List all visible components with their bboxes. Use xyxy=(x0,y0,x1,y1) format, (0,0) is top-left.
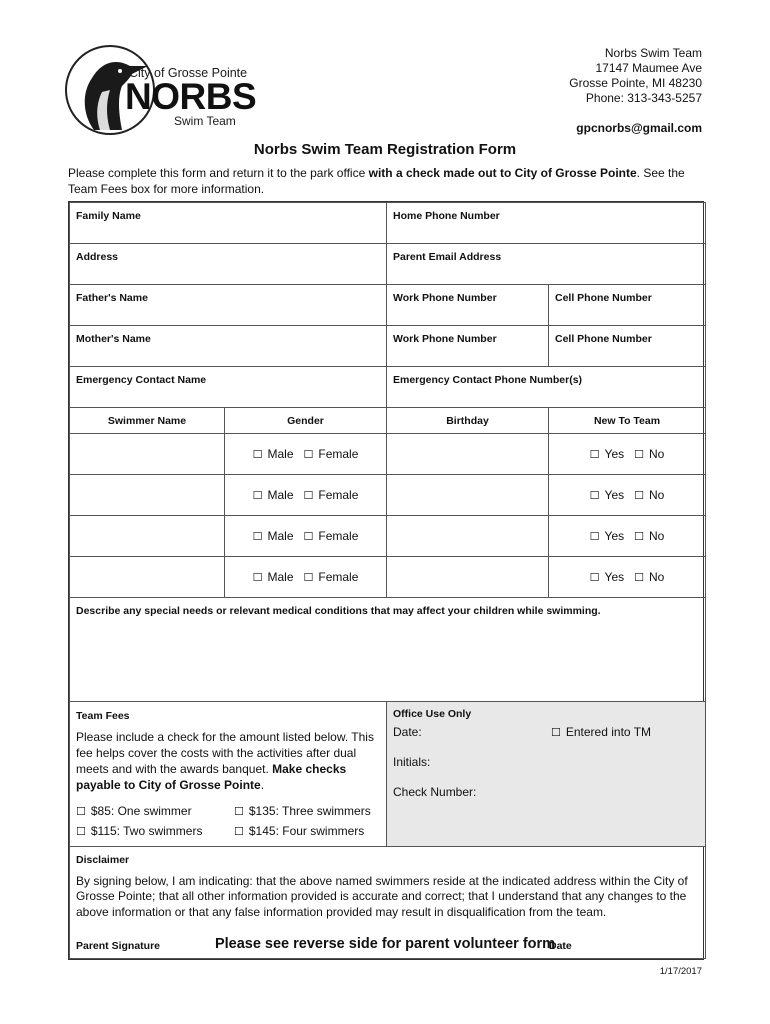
fee-option-label: $115: Two swimmers xyxy=(90,824,203,838)
checkbox-icon[interactable]: ☐ xyxy=(303,490,314,502)
team-fees-label: Team Fees xyxy=(76,710,130,722)
new-yes-option[interactable] xyxy=(590,529,624,543)
new-yes-option[interactable] xyxy=(590,488,624,502)
checkbox-icon[interactable]: ☐ xyxy=(303,531,314,543)
office-use-section xyxy=(387,702,706,847)
new-yes-option[interactable] xyxy=(590,570,624,584)
checkbox-icon[interactable]: ☐ xyxy=(252,490,263,502)
gender-female-option[interactable] xyxy=(304,529,359,543)
disclaimer-label: Disclaimer xyxy=(76,854,130,866)
checkbox-icon[interactable]: ☐ xyxy=(76,826,86,838)
registration-form xyxy=(68,201,704,960)
checkbox-icon[interactable]: ☐ xyxy=(589,531,600,543)
emergency-phone-field[interactable]: Emergency Contact Phone Number(s) xyxy=(387,367,706,408)
yes-label: Yes xyxy=(604,529,625,543)
swimmer-row xyxy=(70,557,706,598)
disclaimer-text: By signing below, I am indicating: that the above named swimmers reside at the indicated address within the City of Grosse Pointe; that all other information provided is accurate and correct; that I understand that any changes to the above information or that any false information provided may result in disqualification from the team. xyxy=(76,873,688,919)
office-use-label: Office Use Only xyxy=(393,708,472,720)
checkbox-icon[interactable]: ☐ xyxy=(634,449,644,461)
mother-work-phone-field[interactable]: Work Phone Number xyxy=(387,326,549,367)
female-label: Female xyxy=(318,447,359,461)
no-label: No xyxy=(649,488,665,502)
swimmer-row xyxy=(70,516,706,557)
gender-male-option[interactable] xyxy=(253,529,294,543)
office-check-number-label: Check Number: xyxy=(393,785,477,799)
gender-female-option[interactable] xyxy=(304,570,359,584)
birthday-cell[interactable] xyxy=(387,434,549,475)
form-version-date: 1/17/2017 xyxy=(659,966,702,977)
female-label: Female xyxy=(318,570,359,584)
gender-header: Gender xyxy=(225,408,387,434)
new-to-team-cell xyxy=(549,557,706,598)
checkbox-icon[interactable]: ☐ xyxy=(589,449,600,461)
father-cell-phone-field[interactable]: Cell Phone Number xyxy=(549,285,706,326)
male-label: Male xyxy=(267,570,294,584)
birthday-header: Birthday xyxy=(387,408,549,434)
yes-label: Yes xyxy=(604,447,625,461)
swimmer-name-header: Swimmer Name xyxy=(70,408,225,434)
swimmer-row xyxy=(70,475,706,516)
office-date-label: Date: xyxy=(393,725,422,739)
gender-male-option[interactable] xyxy=(253,488,294,502)
fee-option-label: $145: Four swimmers xyxy=(248,824,365,838)
address-field[interactable]: Address xyxy=(70,244,387,285)
no-label: No xyxy=(649,529,665,543)
intro-part1: Please complete this form and return it to the park office xyxy=(68,166,369,180)
birthday-cell[interactable] xyxy=(387,557,549,598)
new-to-team-cell xyxy=(549,516,706,557)
intro-part2: . See the Team Fees box for more information. xyxy=(68,166,685,196)
new-to-team-header: New To Team xyxy=(549,408,706,434)
office-initials-label: Initials: xyxy=(393,755,431,769)
address-email: gpcnorbs@gmail.com xyxy=(576,121,702,135)
checkbox-icon[interactable]: ☐ xyxy=(252,572,263,584)
entered-into-tm-label: Entered into TM xyxy=(565,725,652,739)
swimmer-name-cell[interactable] xyxy=(70,475,225,516)
swimmer-name-cell[interactable] xyxy=(70,434,225,475)
mothers-name-field[interactable]: Mother's Name xyxy=(70,326,387,367)
fees-text-2: . xyxy=(260,778,265,792)
gender-male-option[interactable] xyxy=(253,570,294,584)
new-yes-option[interactable] xyxy=(590,447,624,461)
swimmer-name-cell[interactable] xyxy=(70,516,225,557)
checkbox-icon[interactable]: ☐ xyxy=(589,572,600,584)
yes-label: Yes xyxy=(604,488,625,502)
logo-swim-team-text: Swim Team xyxy=(174,114,236,128)
checkbox-icon[interactable]: ☐ xyxy=(303,449,314,461)
new-no-option[interactable] xyxy=(634,447,664,461)
parent-email-field[interactable]: Parent Email Address xyxy=(387,244,706,285)
no-label: No xyxy=(649,447,665,461)
intro-bold: with a check made out to City of Grosse Pointe xyxy=(368,166,637,180)
father-work-phone-field[interactable]: Work Phone Number xyxy=(387,285,549,326)
parent-signature-field[interactable]: Parent Signature xyxy=(76,939,161,952)
medical-conditions-field[interactable]: Describe any special needs or relevant medical conditions that may affect your children while swimming. xyxy=(70,598,706,702)
address-line-1: Norbs Swim Team xyxy=(604,46,702,60)
gender-male-option[interactable] xyxy=(253,447,294,461)
address-line-3: Grosse Pointe, MI 48230 xyxy=(569,76,702,90)
fee-option-145[interactable] xyxy=(234,823,384,840)
mother-cell-phone-field[interactable]: Cell Phone Number xyxy=(549,326,706,367)
reverse-side-note: Please see reverse side for parent volunteer form xyxy=(214,936,556,952)
swimmer-name-cell[interactable] xyxy=(70,557,225,598)
logo-city-text: City of Grosse Pointe xyxy=(129,66,248,80)
family-name-field[interactable]: Family Name xyxy=(70,203,387,244)
male-label: Male xyxy=(267,529,294,543)
fee-option-label: $135: Three swimmers xyxy=(248,804,371,818)
fees-text-bold: Make checks payable to City of Grosse Pointe xyxy=(76,762,347,792)
checkbox-icon[interactable]: ☐ xyxy=(234,826,244,838)
checkbox-icon[interactable]: ☐ xyxy=(589,490,600,502)
gender-female-option[interactable] xyxy=(304,488,359,502)
team-fees-text xyxy=(76,729,380,793)
team-fees-section xyxy=(70,702,387,847)
gender-female-option[interactable] xyxy=(304,447,359,461)
new-no-option[interactable] xyxy=(634,488,664,502)
no-label: No xyxy=(649,570,665,584)
birthday-cell[interactable] xyxy=(387,516,549,557)
checkbox-icon[interactable]: ☐ xyxy=(252,531,263,543)
logo-norbs-text: NORBS xyxy=(125,76,257,117)
gender-cell xyxy=(225,557,387,598)
male-label: Male xyxy=(267,447,294,461)
fees-text-1: Please include a check for the amount listed below. This fee helps cover the costs with the activities after dual meets and with the awards banquet. xyxy=(76,730,374,776)
birthday-cell[interactable] xyxy=(387,475,549,516)
female-label: Female xyxy=(318,529,359,543)
checkbox-icon[interactable]: ☐ xyxy=(303,572,314,584)
gender-cell xyxy=(225,475,387,516)
address-phone: Phone: 313-343-5257 xyxy=(585,91,702,105)
swimmer-row xyxy=(70,434,706,475)
entered-into-tm[interactable] xyxy=(551,725,651,739)
male-label: Male xyxy=(267,488,294,502)
emergency-contact-field[interactable]: Emergency Contact Name xyxy=(70,367,387,408)
yes-label: Yes xyxy=(604,570,625,584)
checkbox-icon[interactable]: ☐ xyxy=(234,806,244,818)
new-to-team-cell xyxy=(549,434,706,475)
new-no-option[interactable] xyxy=(634,529,664,543)
fee-option-85[interactable] xyxy=(76,803,234,820)
checkbox-icon[interactable]: ☐ xyxy=(76,806,86,818)
fee-option-135[interactable] xyxy=(234,803,384,820)
checkbox-icon[interactable]: ☐ xyxy=(634,572,644,584)
gender-cell xyxy=(225,434,387,475)
checkbox-icon[interactable]: ☐ xyxy=(634,490,644,502)
form-title: Norbs Swim Team Registration Form xyxy=(253,141,517,158)
gender-cell xyxy=(225,516,387,557)
signature-date-field[interactable]: Date xyxy=(549,939,572,952)
checkbox-icon[interactable]: ☐ xyxy=(252,449,263,461)
fathers-name-field[interactable]: Father's Name xyxy=(70,285,387,326)
new-no-option[interactable] xyxy=(634,570,664,584)
fee-option-label: $85: One swimmer xyxy=(90,804,192,818)
fee-option-115[interactable] xyxy=(76,823,234,840)
address-line-2: 17147 Maumee Ave xyxy=(595,61,702,75)
checkbox-icon[interactable]: ☐ xyxy=(634,531,644,543)
intro-text xyxy=(68,165,704,197)
new-to-team-cell xyxy=(549,475,706,516)
female-label: Female xyxy=(318,488,359,502)
home-phone-field[interactable]: Home Phone Number xyxy=(387,203,706,244)
checkbox-icon[interactable]: ☐ xyxy=(551,727,561,739)
